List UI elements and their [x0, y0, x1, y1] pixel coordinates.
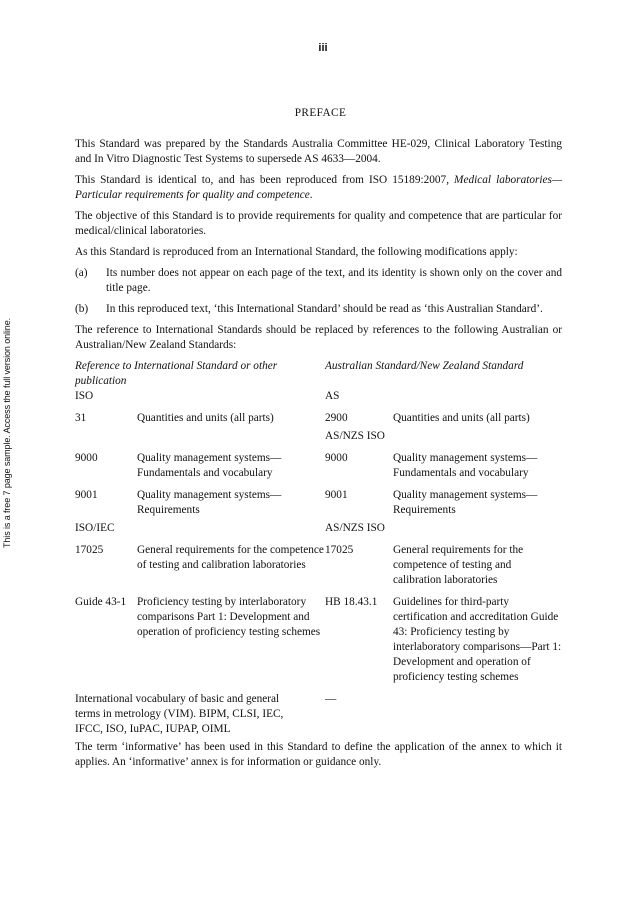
right-number: HB 18.43.1: [325, 596, 378, 608]
left-number: Guide 43-1: [75, 596, 127, 608]
table-row: [75, 685, 562, 737]
vim-reference: International vocabulary of basic and general terms in metrology (VIM). BIPM, CLSI, IEC, IFCC, ISO, IuPAC, IUPAP, OIML: [75, 693, 284, 735]
header-left: Reference to International Standard or other publication: [75, 360, 278, 387]
preface-body: [75, 106, 562, 776]
right-title: Quality management systems—Requirements: [393, 489, 538, 516]
objective-paragraph: The objective of this Standard is to provide requirements for quality and competence that are particular for medical/clinical laboratories.: [75, 210, 562, 237]
table-row: [75, 404, 562, 426]
header-right: Australian Standard/New Zealand Standard: [325, 360, 524, 372]
group-label-right: AS: [325, 390, 340, 402]
table-row: [75, 518, 562, 536]
table-header: [75, 359, 562, 389]
sample-notice: This is a free 7 page sample. Access the full version online.: [2, 317, 12, 548]
right-title: General requirements for the competence of testing and calibration laboratories: [393, 544, 524, 586]
left-title: Proficiency testing by interlaboratory comparisons Part 1: Development and operation of proficiency testing schemes: [137, 596, 321, 638]
table-row: [75, 426, 562, 444]
references-intro: The reference to International Standards should be replaced by references to the following Australian or Australian/New Zealand Standards:: [75, 324, 562, 351]
page-number: iii: [318, 42, 328, 54]
right-title: Quality management systems—Fundamentals and vocabulary: [393, 452, 538, 479]
group-label-right: AS/NZS ISO: [325, 430, 385, 442]
list-text: Its number does not appear on each page of the text, and its identity is shown only on the cover and title page.: [106, 267, 562, 294]
group-label-left: ISO: [75, 390, 94, 402]
right-number: 9001: [325, 489, 348, 501]
table-row: [75, 481, 562, 518]
list-item: [75, 302, 562, 317]
left-number: 9001: [75, 489, 98, 501]
list-text: In this reproduced text, ‘this International Standard’ should be read as ‘this Australian Standard’.: [106, 303, 543, 315]
list-marker: (a): [75, 267, 88, 279]
left-title: General requirements for the competence of testing and calibration laboratories: [137, 544, 324, 571]
modifications-intro: As this Standard is reproduced from an International Standard, the following modifications apply:: [75, 246, 518, 258]
left-title: Quality management systems—Requirements: [137, 489, 282, 516]
left-number: 9000: [75, 452, 98, 464]
list-marker: (b): [75, 303, 89, 315]
identical-paragraph: [75, 173, 562, 203]
table-row: [75, 536, 562, 588]
group-label-left: ISO/IEC: [75, 522, 115, 534]
page-title: PREFACE: [294, 107, 347, 119]
left-title: Quality management systems—Fundamentals and vocabulary: [137, 452, 282, 479]
informative-paragraph: The term ‘informative’ has been used in this Standard to define the application of the annex to which it applies. An ‘informative’ annex is for information or guidance only.: [75, 741, 562, 768]
right-title: Quantities and units (all parts): [393, 412, 530, 424]
table-row: [75, 444, 562, 481]
list-item: [75, 266, 562, 296]
left-number: 17025: [75, 544, 104, 556]
vim-equivalent: —: [325, 693, 337, 705]
reference-table: [75, 359, 562, 737]
intro-paragraph: This Standard was prepared by the Standards Australia Committee HE-029, Clinical Laboratory Testing and In Vitro Diagnostic Test Systems to supersede AS 4633—2004.: [75, 138, 562, 165]
group-label-right: AS/NZS ISO: [325, 522, 385, 534]
left-number: 31: [75, 412, 87, 424]
modifications-list: [75, 266, 562, 317]
right-number: 9000: [325, 452, 348, 464]
table-row: [75, 588, 562, 685]
identical-end: .: [309, 189, 313, 201]
right-title: Guidelines for third-party certification and accreditation Guide 43: Proficiency testing by interlaboratory comparisons—Part 1: Development and operation of proficiency testing schemes: [393, 596, 562, 683]
table-row: [75, 389, 562, 404]
right-number: 2900: [325, 412, 348, 424]
right-number: 17025: [325, 544, 354, 556]
iso-title: Medical laboratories—Particular requirements for quality and competence: [75, 174, 562, 201]
left-title: Quantities and units (all parts): [137, 412, 274, 424]
identical-text: This Standard is identical to, and has been reproduced from ISO 15189:2007,: [75, 174, 455, 186]
